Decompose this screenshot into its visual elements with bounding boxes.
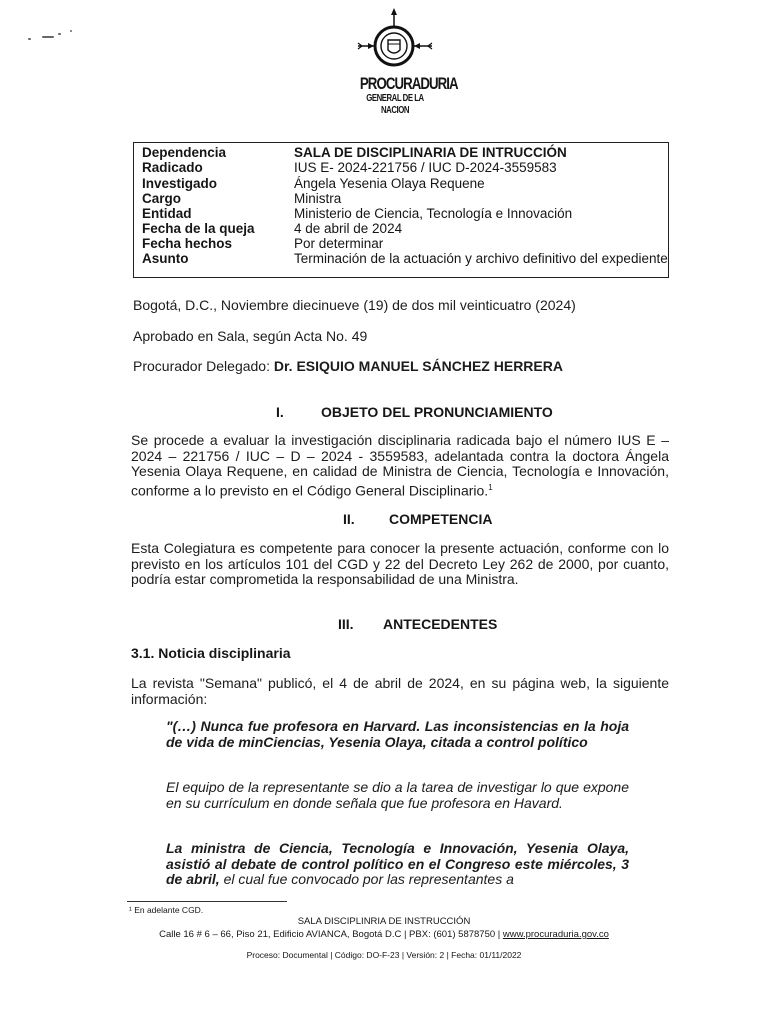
scan-speck [70, 30, 72, 32]
footer-address [0, 929, 768, 940]
case-metadata-table [133, 142, 669, 278]
footer-process: Proceso: Documental | Código: DO-F-23 | Versión: 2 | Fecha: 01/11/2022 [246, 950, 522, 960]
meta-value: Ángela Yesenia Olaya Requene [294, 176, 485, 191]
subsection-3-1-body: La revista "Semana" publicó, el 4 de abril de 2024, en su página web, la siguiente información: [131, 675, 669, 707]
quote-paragraph-2-bold: La ministra de Ciencia, Tecnología e Innovación, Yesenia Olaya, asistió al debate de control político en el Congreso este miércoles, 3 de abril, [166, 840, 629, 887]
meta-value: Ministerio de Ciencia, Tecnología e Innovación [294, 206, 573, 221]
section-1-text: Se procede a evaluar la investigación disciplinaria radicada bajo el número IUS E – 2024 – 221756 / IUC – D – 2024 - 3559583, adelantada contra la doctora Ángela Yesenia Olaya Requene, en calidad de Ministra de Ciencia, Tecnología e Innovación, conforme a lo previsto en el Código General Disciplinario. [131, 432, 669, 499]
quote-paragraph-2-rest: el cual fue convocado por las representantes a [219, 871, 514, 887]
meta-key: Fecha hechos [142, 236, 233, 251]
org-name: PROCURADURIA [359, 74, 458, 93]
meta-value: 4 de abril de 2024 [294, 221, 403, 236]
footnote-marker: 1 [488, 482, 493, 492]
quote-headline [166, 719, 629, 750]
section-2-title: COMPETENCIA [389, 511, 493, 527]
meta-key: Investigado [142, 176, 218, 191]
footnote-divider [127, 901, 287, 902]
section-2-number: II. [343, 511, 355, 527]
subsection-3-1-title: 3.1. Noticia disciplinaria [131, 645, 291, 661]
footer-website-link[interactable]: www.procuraduria.gov.co [502, 929, 609, 940]
delegate-label: Procurador Delegado: [133, 358, 274, 374]
meta-value: Terminación de la actuación y archivo definitivo del expediente [294, 251, 668, 266]
section-1-title: OBJETO DEL PRONUNCIAMIENTO [321, 404, 553, 420]
date-line: Bogotá, D.C., Noviembre diecinueve (19) de dos mil veinticuatro (2024) [133, 297, 576, 313]
scan-speck [42, 36, 54, 38]
footnote-text: ¹ En adelante CGD. [129, 905, 204, 915]
approval-line: Aprobado en Sala, según Acta No. 49 [133, 328, 368, 344]
quote-paragraph-1: El equipo de la representante se dio a la tarea de investigar lo que expone en su currículum en donde señala que fue profesora en Havard. [166, 779, 629, 811]
meta-key: Cargo [142, 191, 182, 206]
section-2-body: Esta Colegiatura es competente para conocer la presente actuación, conforme con lo previsto en los artículos 101 del CGD y 22 del Decreto Ley 262 de 2000, por cuanto, podría estar comprometida la responsabilidad de una Ministra. [131, 540, 669, 587]
quote-headline-text: "(…) Nunca fue profesora en Harvard. Las inconsistencias en la hoja de vida de minCiencias, Yesenia Olaya, citada a control político [166, 718, 629, 750]
quote-paragraph-2 [166, 841, 629, 888]
meta-key: Entidad [142, 206, 192, 221]
org-subtitle: GENERAL DE LA NACION [366, 93, 424, 116]
meta-key: Dependencia [142, 145, 227, 160]
section-3-number: III. [338, 616, 354, 632]
delegate-name: Dr. ESIQUIO MANUEL SÁNCHEZ HERRERA [273, 358, 563, 374]
section-3-title: ANTECEDENTES [383, 616, 498, 632]
meta-value: Por determinar [294, 236, 384, 251]
section-1-number: I. [276, 404, 284, 420]
meta-value: SALA DE DISCIPLINARIA DE INTRUCCIÓN [294, 145, 567, 160]
scan-speck [58, 33, 61, 35]
meta-key: Radicado [142, 160, 203, 175]
meta-key: Fecha de la queja [142, 221, 255, 236]
procuraduria-seal-icon [350, 8, 440, 70]
footer-office: SALA DISCIPLINRIA DE INSTRUCCIÓN [297, 916, 471, 927]
delegate-line [133, 359, 563, 375]
footer-address-text: Calle 16 # 6 – 66, Piso 21, Edificio AVIANCA, Bogotá D.C | PBX: (601) 5878750 | [159, 929, 503, 940]
meta-value: Ministra [294, 191, 342, 206]
section-1-body [131, 433, 669, 499]
meta-key: Asunto [142, 251, 189, 266]
scan-speck [28, 38, 31, 40]
meta-value: IUS E- 2024-221756 / IUC D-2024-3559583 [294, 160, 557, 175]
